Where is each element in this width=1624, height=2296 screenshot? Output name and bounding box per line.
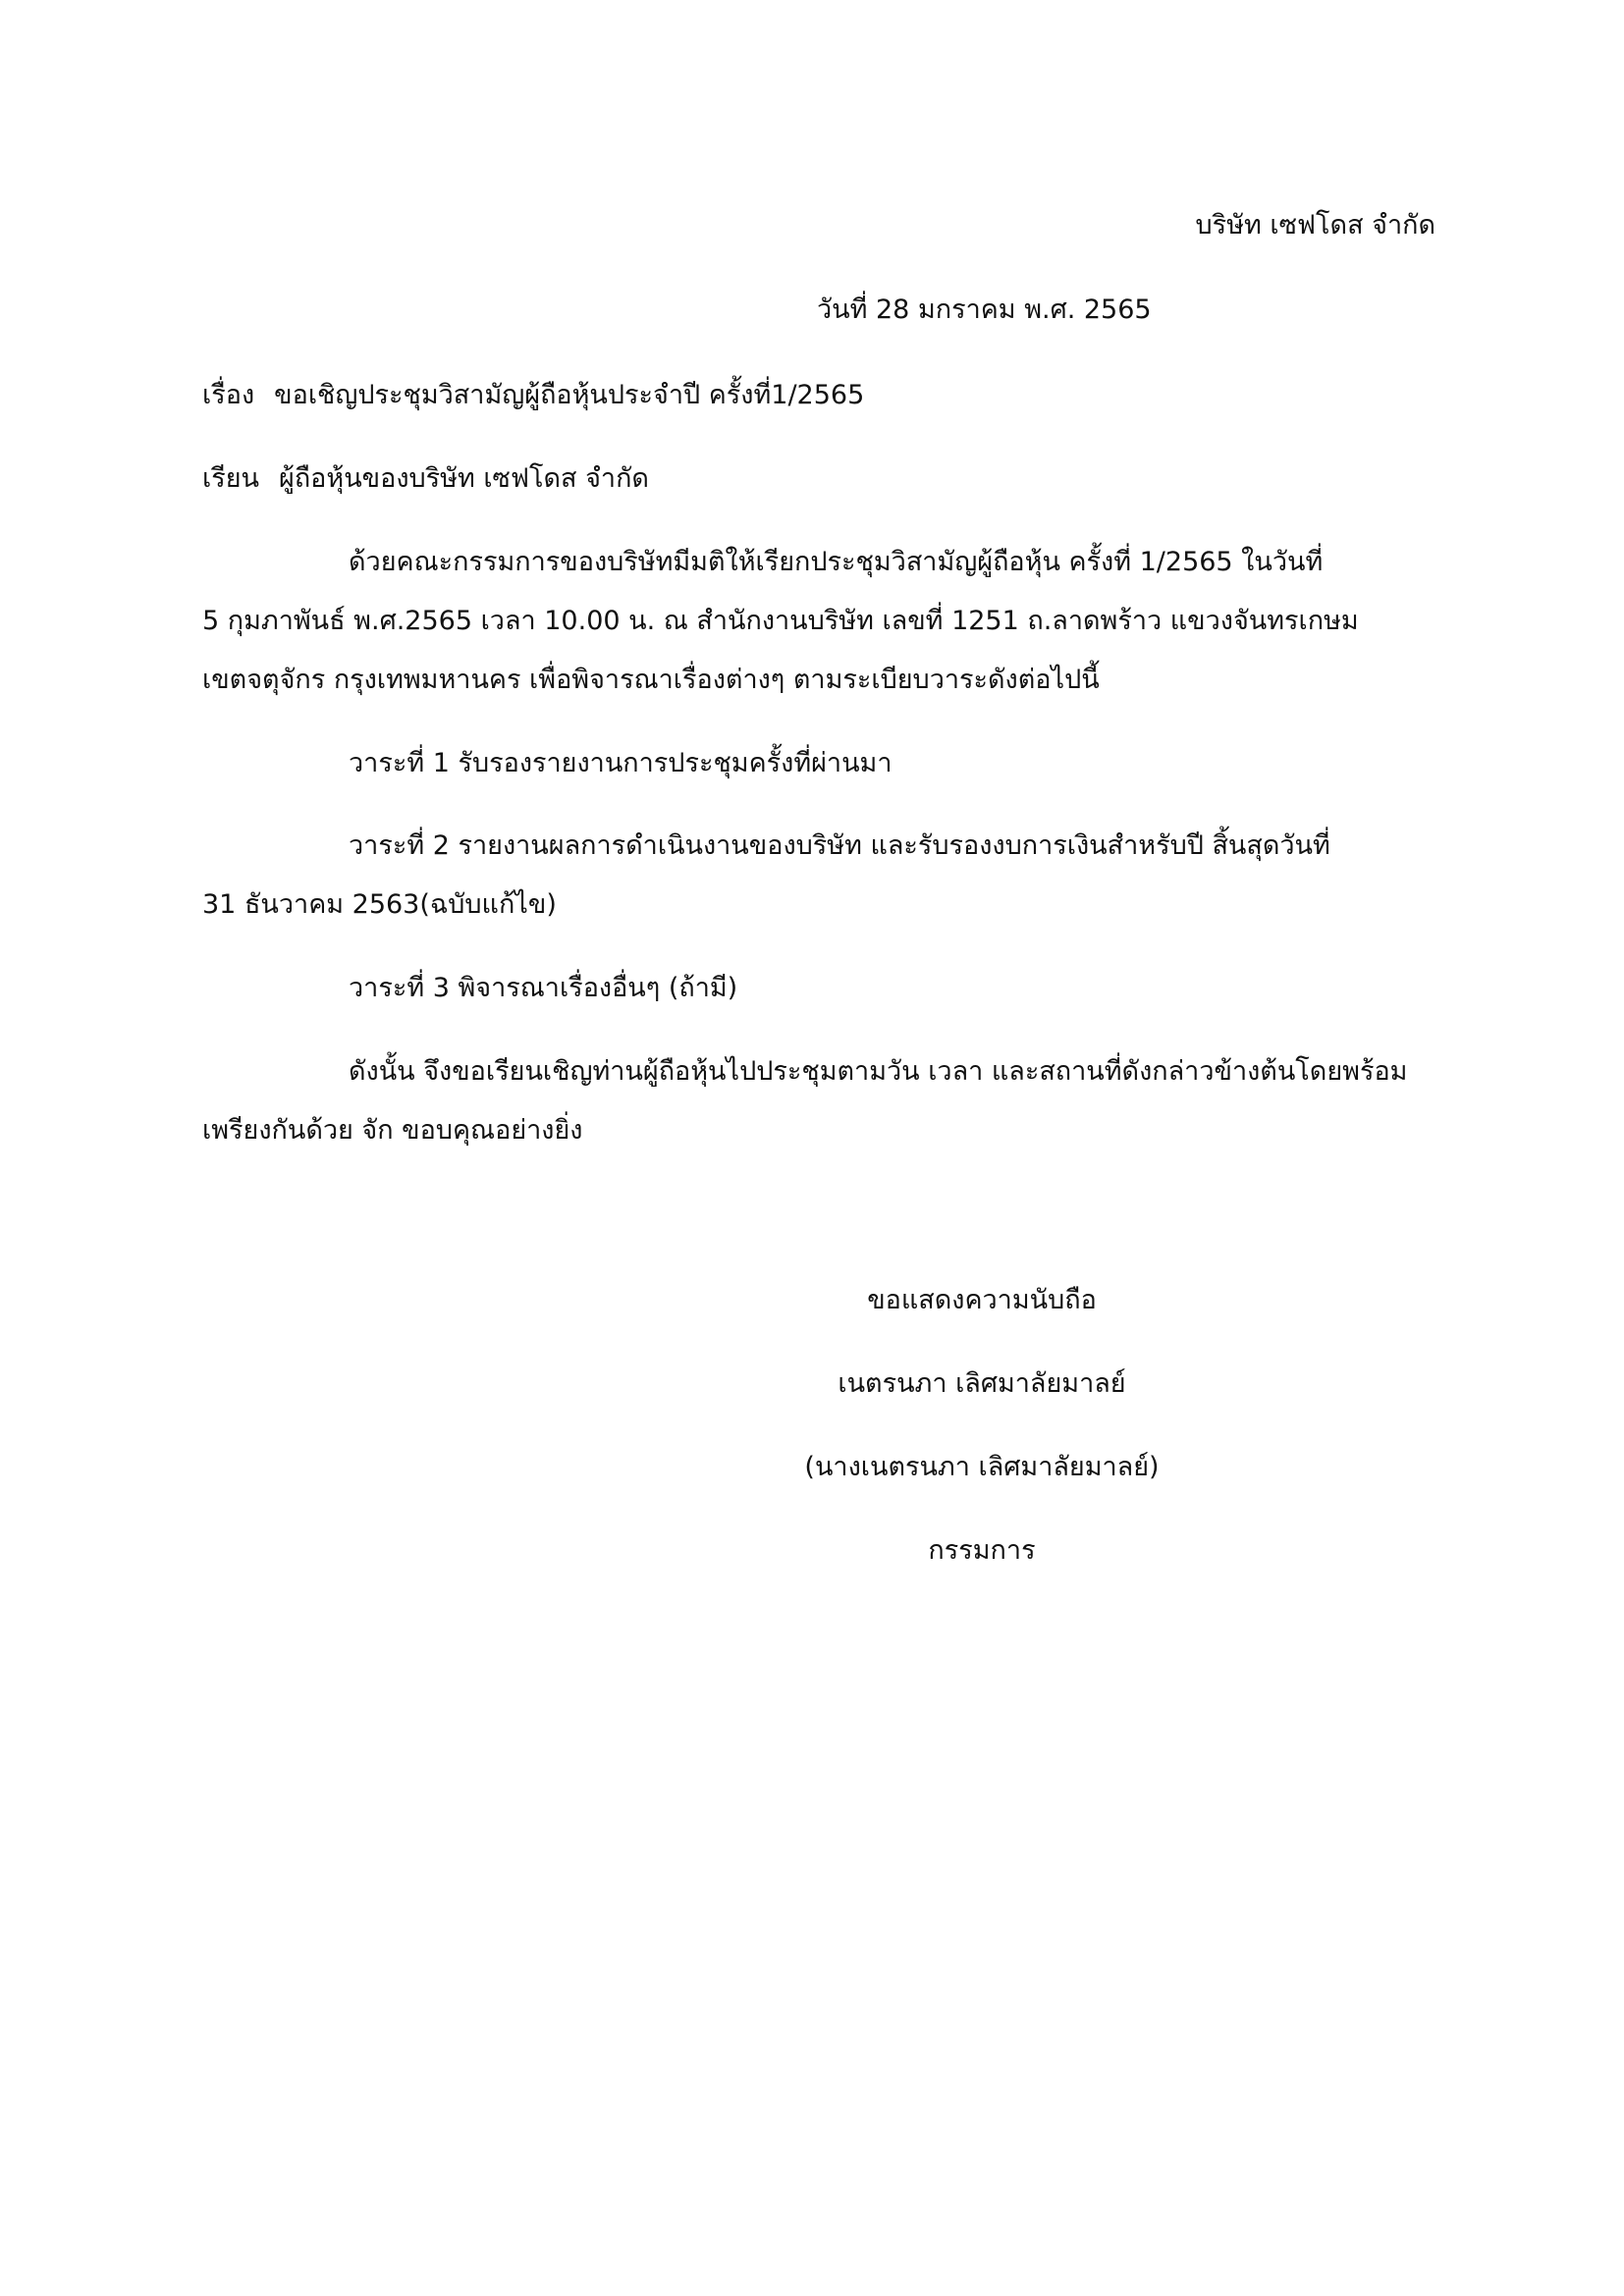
closing-paragraph-line: ดังนั้น จึงขอเรียนเชิญท่านผู้ถือหุ้นไปประชุมตามวัน เวลา และสถานที่ดังกล่าวข้างต้นโดยพร้อม	[349, 1056, 1408, 1087]
agenda-item-1: วาระที่ 1 รับรองรายงานการประชุมครั้งที่ผ่านมา	[349, 748, 893, 778]
agenda-item-2-continued: 31 ธันวาคม 2563(ฉบับแก้ไข)	[202, 889, 557, 920]
company-name: บริษัท เซฟโดส จำกัด	[1195, 210, 1435, 240]
signature-closing: ขอแสดงความนับถือ	[867, 1285, 1097, 1315]
signature-title: กรรมการ	[928, 1535, 1036, 1566]
salutation-text: ผู้ถือหุ้นของบริษัท เซฟโดส จำกัด	[279, 463, 649, 494]
subject-label: เรื่อง	[202, 380, 255, 410]
salutation-label: เรียน	[202, 463, 260, 494]
closing-paragraph-line: เพรียงกันด้วย จัก ขอบคุณอย่างยิ่ง	[202, 1115, 583, 1146]
signature-full-name: (นางเนตรนภา เลิศมาลัยมาลย์)	[804, 1452, 1160, 1482]
signature-name: เนตรนภา เลิศมาลัยมาลย์	[838, 1368, 1126, 1399]
intro-paragraph-line: เขตจตุจักร กรุงเทพมหานคร เพื่อพิจารณาเรื่องต่างๆ ตามระเบียบวาระดังต่อไปนี้	[202, 665, 1100, 695]
intro-paragraph-line: 5 กุมภาพันธ์ พ.ศ.2565 เวลา 10.00 น. ณ สำนักงานบริษัท เลขที่ 1251 ถ.ลาดพร้าว แขวงจันทรเกษม	[202, 606, 1359, 636]
intro-paragraph-line: ด้วยคณะกรรมการของบริษัทมีมติให้เรียกประชุมวิสามัญผู้ถือหุ้น ครั้งที่ 1/2565 ในวันที่	[349, 547, 1324, 577]
agenda-item-3: วาระที่ 3 พิจารณาเรื่องอื่นๆ (ถ้ามี)	[349, 973, 738, 1003]
letter-date: วันที่ 28 มกราคม พ.ศ. 2565	[817, 294, 1152, 325]
subject-line	[202, 376, 864, 415]
agenda-item-2: วาระที่ 2 รายงานผลการดำเนินงานของบริษัท และรับรองงบการเงินสำหรับปี สิ้นสุดวันที่	[349, 830, 1330, 861]
subject-text: ขอเชิญประชุมวิสามัญผู้ถือหุ้นประจำปี ครั้งที่1/2565	[274, 380, 865, 410]
salutation-line	[202, 459, 649, 499]
